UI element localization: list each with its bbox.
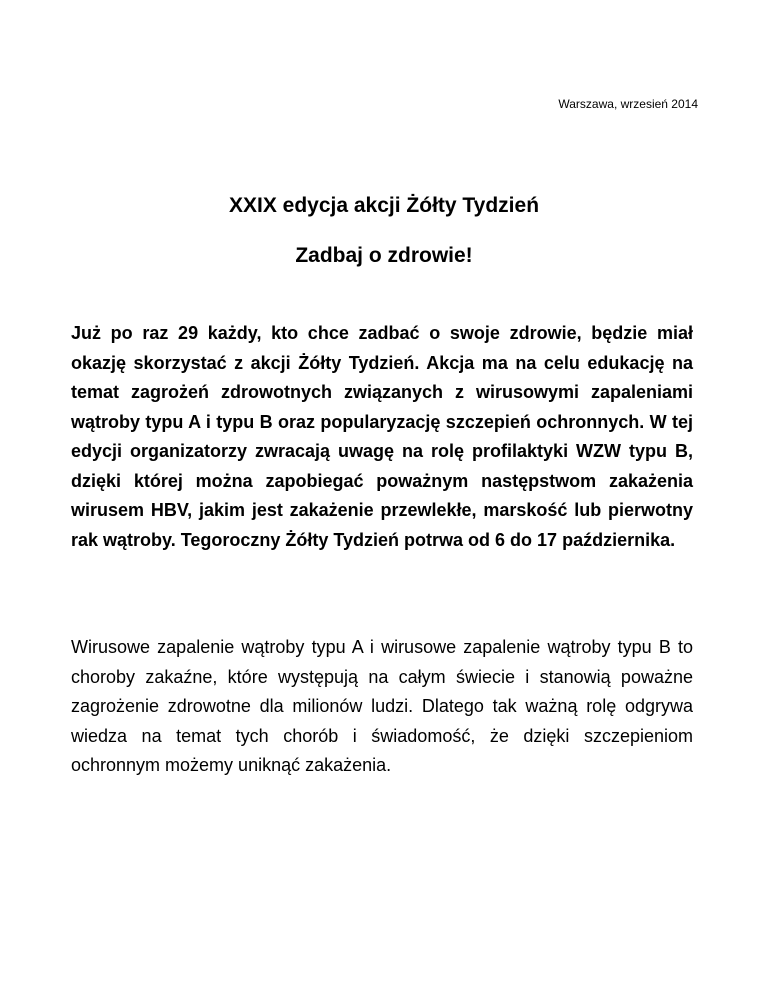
place-date: Warszawa, wrzesień 2014 [558, 97, 698, 111]
document-subtitle: Zadbaj o zdrowie! [295, 244, 473, 267]
body-paragraph: Wirusowe zapalenie wątroby typu A i wirusowe zapalenie wątroby typu B to choroby zakaźne, które występują na całym świecie i stanowią poważne zagrożenie zdrowotne dla milionów ludzi. Dlatego tak ważną rolę odgrywa wiedza na temat tych chorób i świadomość, że dzięki szczepieniom ochronnym możemy uniknąć zakażenia. [71, 637, 693, 775]
document-title: XXIX edycja akcji Żółty Tydzień [228, 194, 540, 217]
lead-paragraph: Już po raz 29 każdy, kto chce zadbać o swoje zdrowie, będzie miał okazję skorzystać z akcji Żółty Tydzień. Akcja ma na celu edukację na temat zagrożeń zdrowotnych związanych z wirusowymi zapaleniami wątroby typu A i typu B oraz popularyzację szczepień ochronnych. W tej edycji organizatorzy zwracają uwagę na rolę profilaktyki WZW typu B, dzięki której można zapobiegać poważnym następstwom zakażenia wirusem HBV, jakim jest zakażenie przewlekłe, marskość lub pierwotny rak wątroby. Tegoroczny Żółty Tydzień potrwa od 6 do 17 października. [71, 323, 693, 550]
